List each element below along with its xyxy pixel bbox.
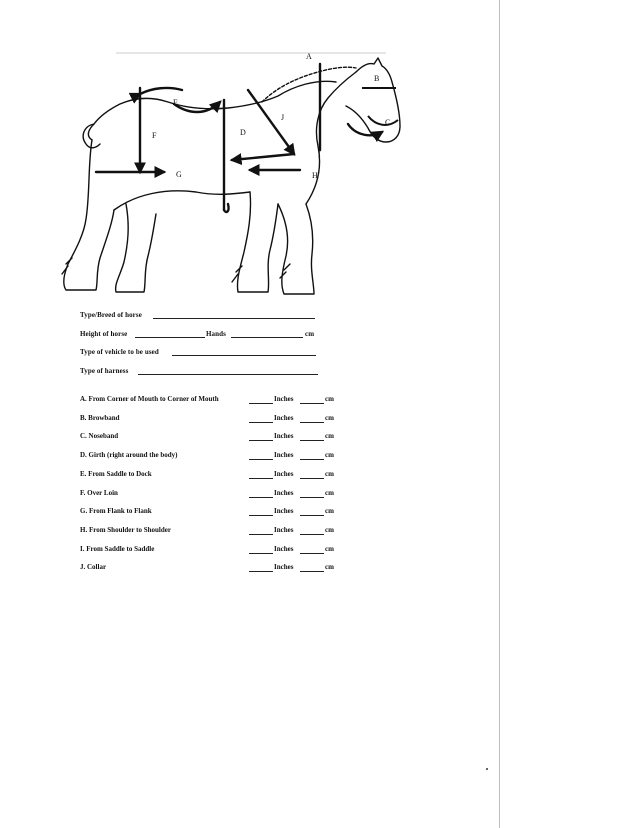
bridle xyxy=(362,88,398,125)
cm-label: cm xyxy=(325,563,334,571)
inches-label: Inches xyxy=(274,414,294,422)
vehicle-field[interactable] xyxy=(172,355,316,356)
measurement-label: J. Collar xyxy=(80,563,107,571)
cm-label: cm xyxy=(325,489,334,497)
cm-label: cm xyxy=(325,395,334,403)
inches-label: Inches xyxy=(274,489,294,497)
diagram-label-a: A xyxy=(306,52,312,61)
inches-label: Inches xyxy=(274,395,294,403)
cm-label: cm xyxy=(325,545,334,553)
cm-label: cm xyxy=(325,526,334,534)
inches-field[interactable] xyxy=(249,478,273,479)
diagram-label-h: H xyxy=(312,171,318,180)
inches-field[interactable] xyxy=(249,422,273,423)
inches-label: Inches xyxy=(274,470,294,478)
inches-field[interactable] xyxy=(249,440,273,441)
height-cm-label: cm xyxy=(305,330,315,338)
cm-label: cm xyxy=(325,507,334,515)
inches-label: Inches xyxy=(274,526,294,534)
measurement-label: I. From Saddle to Saddle xyxy=(80,545,155,553)
diagram-label-i: I xyxy=(318,150,321,159)
inches-field[interactable] xyxy=(249,571,273,572)
inches-label: Inches xyxy=(274,432,294,440)
breed-label: Type/Breed of horse xyxy=(80,311,142,319)
cm-field[interactable] xyxy=(300,422,324,423)
height-label: Height of horse xyxy=(80,330,128,338)
inches-label: Inches xyxy=(274,563,294,571)
diagram-label-b: B xyxy=(374,74,380,83)
cm-field[interactable] xyxy=(300,459,324,460)
cm-field[interactable] xyxy=(300,553,324,554)
page-edge-line xyxy=(499,0,500,828)
cm-field[interactable] xyxy=(300,440,324,441)
inches-label: Inches xyxy=(274,451,294,459)
height-cm-field[interactable] xyxy=(231,337,303,338)
inches-label: Inches xyxy=(274,507,294,515)
diagram-label-j: J xyxy=(281,113,285,122)
inches-field[interactable] xyxy=(249,553,273,554)
harness-label: Type of harness xyxy=(80,367,129,375)
cm-field[interactable] xyxy=(300,497,324,498)
cm-field[interactable] xyxy=(300,571,324,572)
cm-label: cm xyxy=(325,470,334,478)
diagram-label-f: F xyxy=(152,131,157,140)
cm-field[interactable] xyxy=(300,478,324,479)
measurement-label: C. Noseband xyxy=(80,432,119,440)
measurement-label: E. From Saddle to Dock xyxy=(80,470,152,478)
breed-field[interactable] xyxy=(153,318,315,319)
measurement-label: D. Girth (right around the body) xyxy=(80,451,178,459)
diagram-label-e: E xyxy=(173,98,178,107)
measurement-label: G. From Flank to Flank xyxy=(80,507,152,515)
inches-field[interactable] xyxy=(249,515,273,516)
measurement-label: F. Over Loin xyxy=(80,489,118,497)
measurement-label: A. From Corner of Mouth to Corner of Mouth xyxy=(80,395,219,403)
cm-label: cm xyxy=(325,432,334,440)
horse-outline xyxy=(62,58,400,294)
page-speck xyxy=(486,768,488,770)
inches-field[interactable] xyxy=(249,459,273,460)
measurement-label: B. Browband xyxy=(80,414,120,422)
hands-field[interactable] xyxy=(135,337,205,338)
vehicle-label: Type of vehicle to be used xyxy=(80,348,159,356)
inches-field[interactable] xyxy=(249,534,273,535)
inches-field[interactable] xyxy=(249,497,273,498)
cm-label: cm xyxy=(325,414,334,422)
cm-field[interactable] xyxy=(300,515,324,516)
diagram-label-g: G xyxy=(176,170,182,179)
cm-field[interactable] xyxy=(300,534,324,535)
diagram-label-d: D xyxy=(240,128,246,137)
measurement-label: H. From Shoulder to Shoulder xyxy=(80,526,171,534)
cm-field[interactable] xyxy=(300,403,324,404)
horse-diagram xyxy=(56,44,416,304)
diagram-label-c: C xyxy=(385,118,391,127)
cm-label: cm xyxy=(325,451,334,459)
inches-field[interactable] xyxy=(249,403,273,404)
hands-label: Hands xyxy=(206,330,226,338)
inches-label: Inches xyxy=(274,545,294,553)
harness-field[interactable] xyxy=(138,374,318,375)
